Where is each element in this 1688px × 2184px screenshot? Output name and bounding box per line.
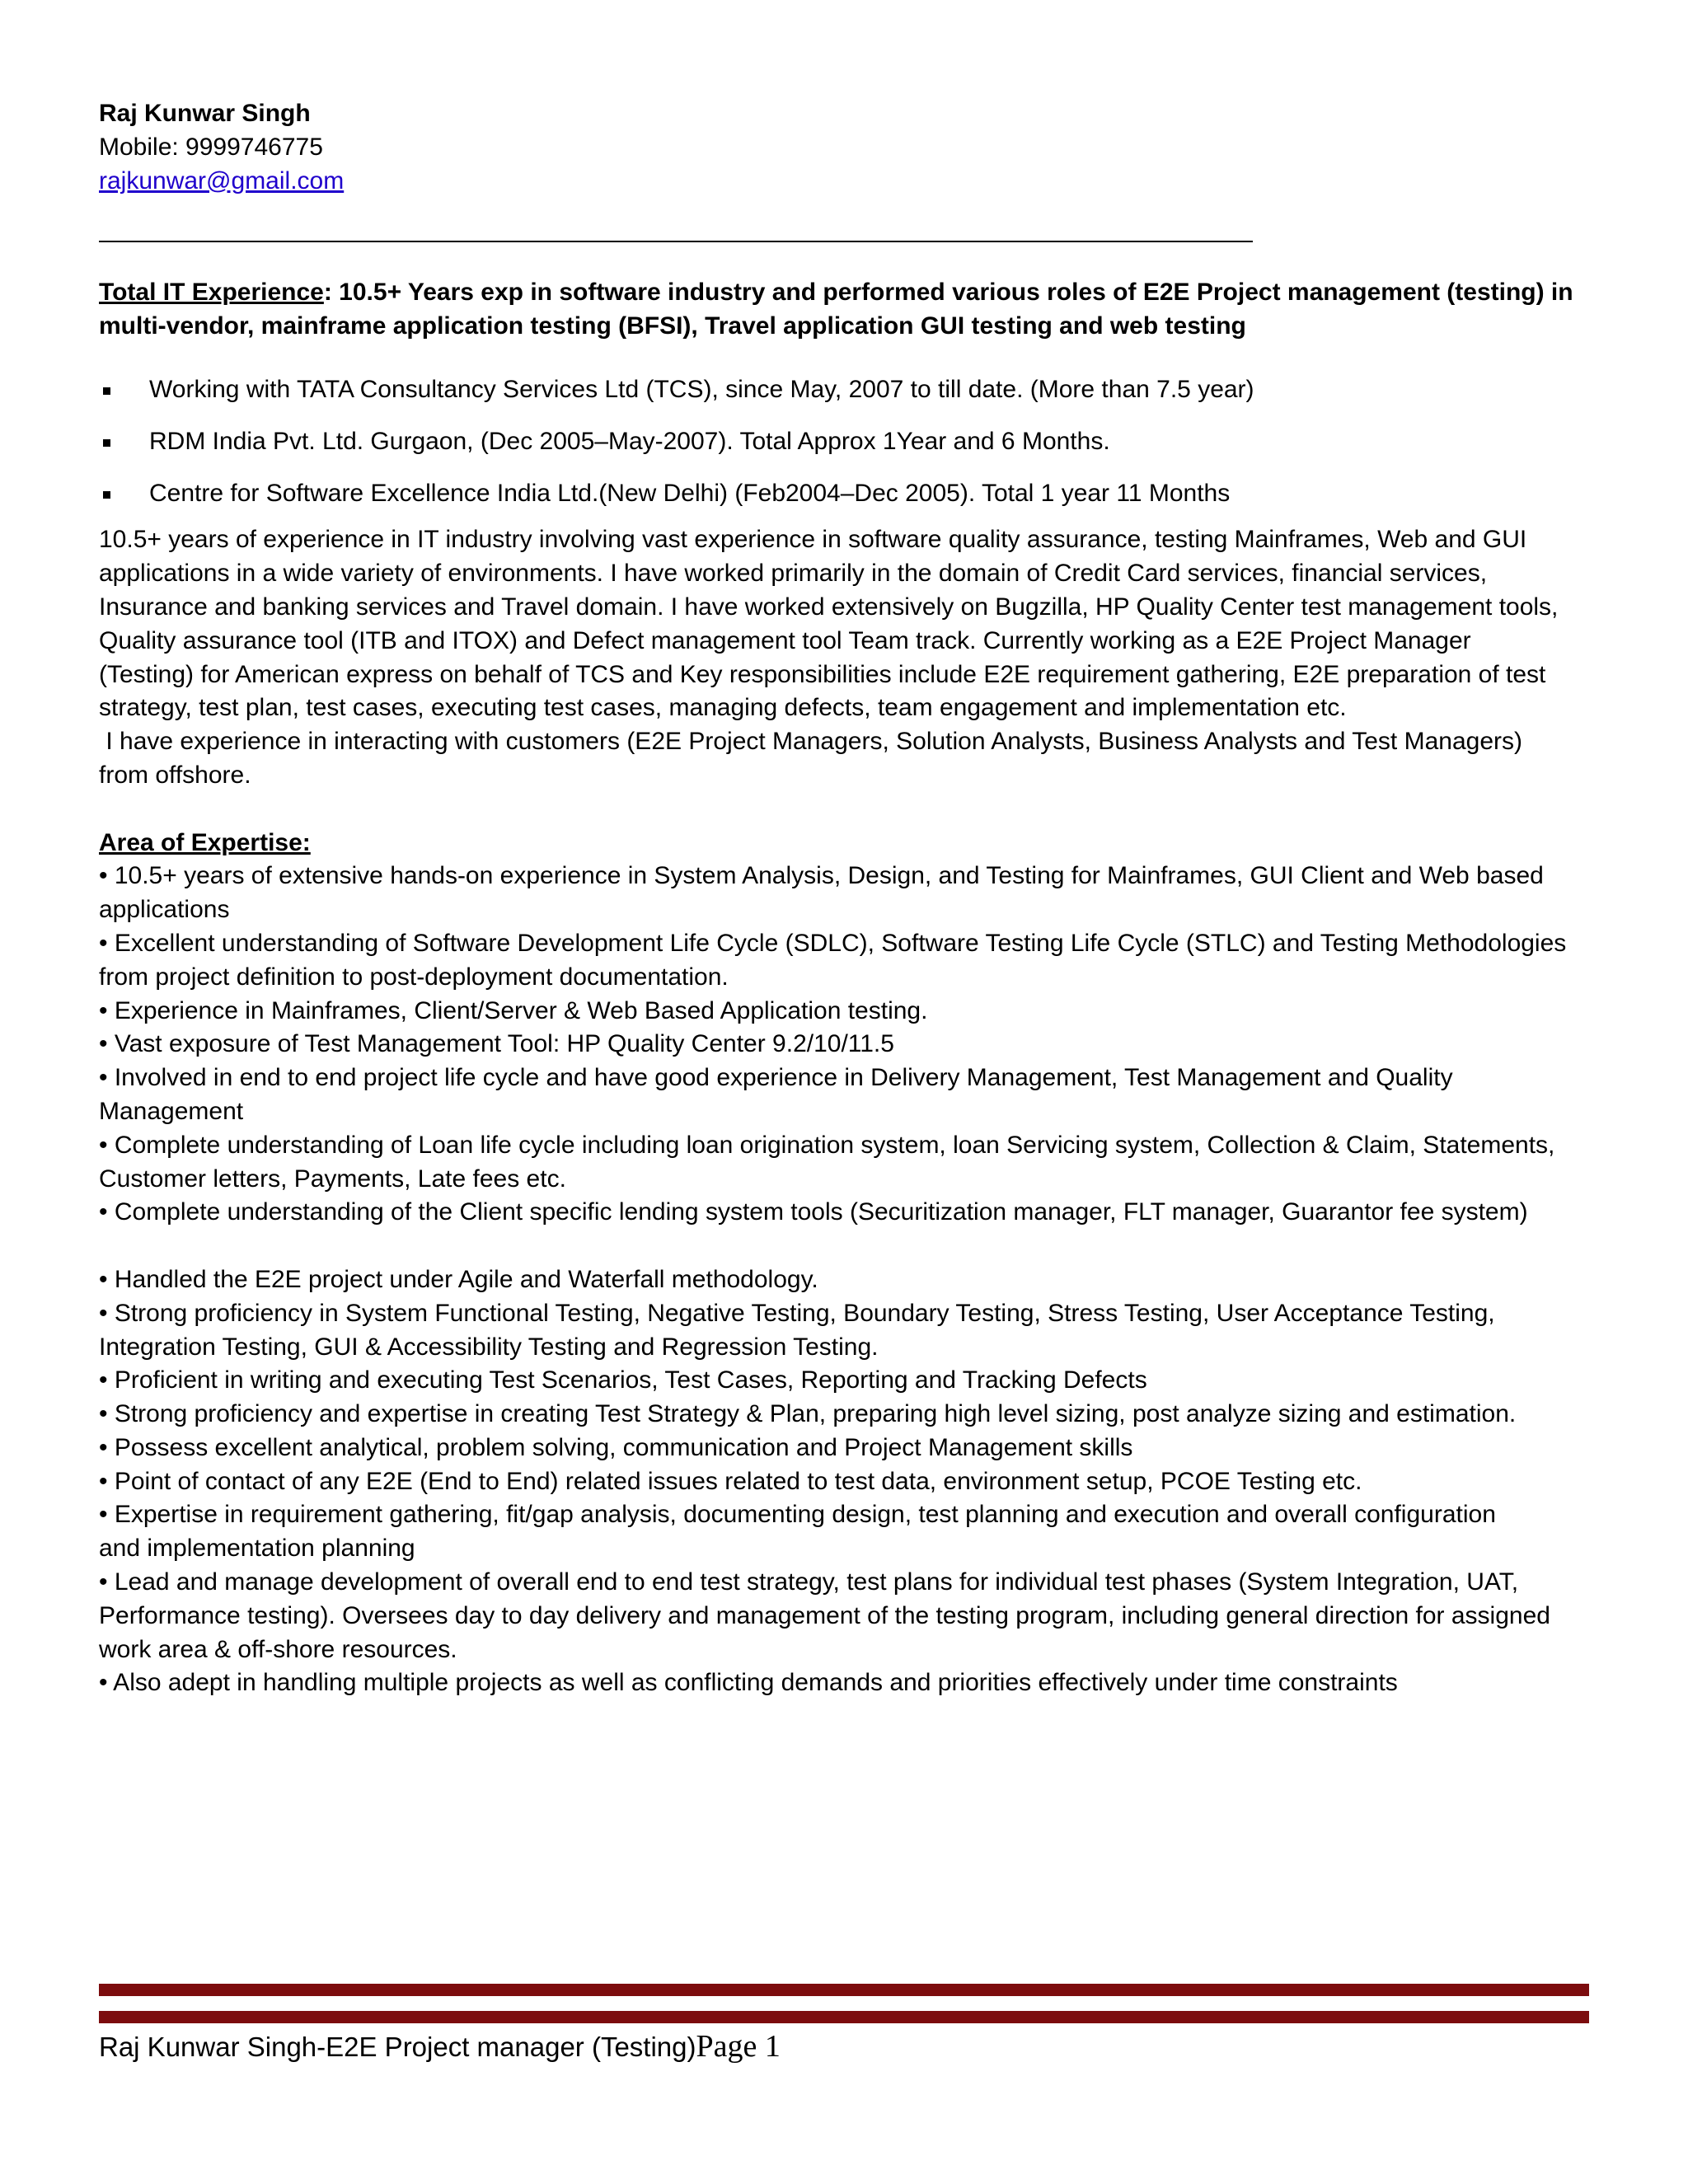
expertise-line: • Expertise in requirement gathering, fit/gap analysis, documenting design, test planning and execution and overall configuration — [99, 1501, 1496, 1529]
footer-bar-bottom — [99, 2011, 1589, 2023]
profile-line: I have experience in interacting with customers (E2E Project Managers, Solution Analysts, Business Analysts and Test Managers) — [99, 728, 1522, 756]
total-experience-line-2: multi-vendor, mainframe application testing (BFSI), Travel application GUI testing and web testing — [99, 312, 1246, 340]
expertise-line: • Point of contact of any E2E (End to End) related issues related to test data, environment setup, PCOE Testing etc. — [99, 1467, 1362, 1495]
email-link[interactable]: rajkunwar@gmail.com — [99, 166, 345, 194]
page-number: Page 1 — [696, 2029, 781, 2064]
employment-list — [99, 373, 1599, 510]
expertise-line: Management — [99, 1097, 244, 1125]
expertise-line: • Strong proficiency in System Functional Testing, Negative Testing, Boundary Testing, Stress Testing, User Acceptance Testing, — [99, 1299, 1495, 1327]
expertise-line: • Complete understanding of Loan life cycle including loan origination system, loan Servicing system, Collection & Claim, Statements, — [99, 1131, 1555, 1159]
profile-line: Insurance and banking services and Travel domain. I have worked extensively on Bugzilla, HP Quality Center test management tools, — [99, 593, 1559, 621]
area-of-expertise-heading: Area of Expertise: — [99, 828, 311, 856]
profile-line: strategy, test plan, test cases, executing test cases, managing defects, team engagement and implementation etc. — [99, 694, 1347, 722]
expertise-line: from project definition to post-deployment documentation. — [99, 963, 729, 991]
expertise-line: • Involved in end to end project life cycle and have good experience in Delivery Management, Test Management and Quality — [99, 1064, 1453, 1092]
profile-line: Quality assurance tool (ITB and ITOX) and Defect management tool Team track. Currently working as a E2E Project Manager — [99, 626, 1471, 654]
expertise-line: • Possess excellent analytical, problem solving, communication and Project Management skills — [99, 1433, 1133, 1461]
employment-item: RDM India Pvt. Ltd. Gurgaon, (Dec 2005–May-2007). Total Approx 1Year and 6 Months. — [99, 425, 1599, 459]
employment-item: Working with TATA Consultancy Services Ltd (TCS), since May, 2007 to till date. (More than 7.5 year) — [99, 373, 1599, 407]
expertise-list-a — [99, 860, 1599, 1230]
profile-paragraph — [99, 523, 1599, 792]
page-footer — [99, 2028, 781, 2064]
expertise-line: • Excellent understanding of Software Development Life Cycle (SDLC), Software Testing Life Cycle (STLC) and Testing Methodologies — [99, 929, 1567, 957]
expertise-line: • Vast exposure of Test Management Tool: HP Quality Center 9.2/10/11.5 — [99, 1030, 894, 1058]
expertise-line: applications — [99, 896, 230, 924]
expertise-line: • Handled the E2E project under Agile and Waterfall methodology. — [99, 1265, 818, 1293]
total-experience-line-1: : 10.5+ Years exp in software industry and performed various roles of E2E Project management (testing) in — [323, 279, 1573, 307]
expertise-line: Integration Testing, GUI & Accessibility Testing and Regression Testing. — [99, 1333, 879, 1361]
expertise-line: • Proficient in writing and executing Test Scenarios, Test Cases, Reporting and Tracking Defects — [99, 1366, 1147, 1394]
expertise-line: work area & off-shore resources. — [99, 1635, 457, 1663]
expertise-list-b — [99, 1263, 1599, 1700]
profile-line: (Testing) for American express on behalf of TCS and Key responsibilities include E2E requirement gathering, E2E preparation of test — [99, 660, 1546, 688]
footer-bar-top — [99, 1984, 1589, 1996]
resume-content — [99, 97, 1599, 1700]
total-experience-label: Total IT Experience — [99, 279, 324, 307]
profile-line: 10.5+ years of experience in IT industry involving vast experience in software quality assurance, testing Mainframes, Web and GUI — [99, 526, 1527, 554]
profile-line: from offshore. — [99, 761, 251, 789]
employment-item: Centre for Software Excellence India Ltd.(New Delhi) (Feb2004–Dec 2005). Total 1 year 11 Months — [99, 477, 1599, 511]
expertise-line: and implementation planning — [99, 1535, 415, 1563]
expertise-line: Customer letters, Payments, Late fees etc. — [99, 1165, 566, 1193]
expertise-line: • Lead and manage development of overall end to end test strategy, test plans for individual test phases (System Integration, UAT, — [99, 1568, 1519, 1596]
total-experience-summary — [99, 276, 1599, 344]
footer-text: Raj Kunwar Singh-E2E Project manager (Testing) — [99, 2032, 696, 2062]
expertise-line: Performance testing). Oversees day to day delivery and management of the testing program, including general direction for assigned — [99, 1601, 1550, 1629]
expertise-line: • Experience in Mainframes, Client/Server & Web Based Application testing. — [99, 996, 928, 1024]
square-bullet-icon — [103, 387, 110, 395]
expertise-line: • 10.5+ years of extensive hands-on experience in System Analysis, Design, and Testing for Mainframes, GUI Client and Web based — [99, 862, 1544, 890]
header-divider — [99, 241, 1253, 242]
mobile-number: Mobile: 9999746775 — [99, 133, 323, 161]
expertise-line: • Strong proficiency and expertise in creating Test Strategy & Plan, preparing high level sizing, post analyze sizing and estimation. — [99, 1400, 1517, 1428]
square-bullet-icon — [103, 491, 110, 499]
expertise-line: • Also adept in handling multiple projects as well as conflicting demands and priorities effectively under time constraints — [99, 1669, 1398, 1697]
square-bullet-icon — [103, 439, 110, 447]
profile-line: applications in a wide variety of environments. I have worked primarily in the domain of Credit Card services, financial services, — [99, 560, 1488, 588]
candidate-name: Raj Kunwar Singh — [99, 100, 311, 127]
expertise-line: • Complete understanding of the Client specific lending system tools (Securitization manager, FLT manager, Guarantor fee system) — [99, 1198, 1528, 1226]
blank-line — [99, 1230, 1599, 1263]
